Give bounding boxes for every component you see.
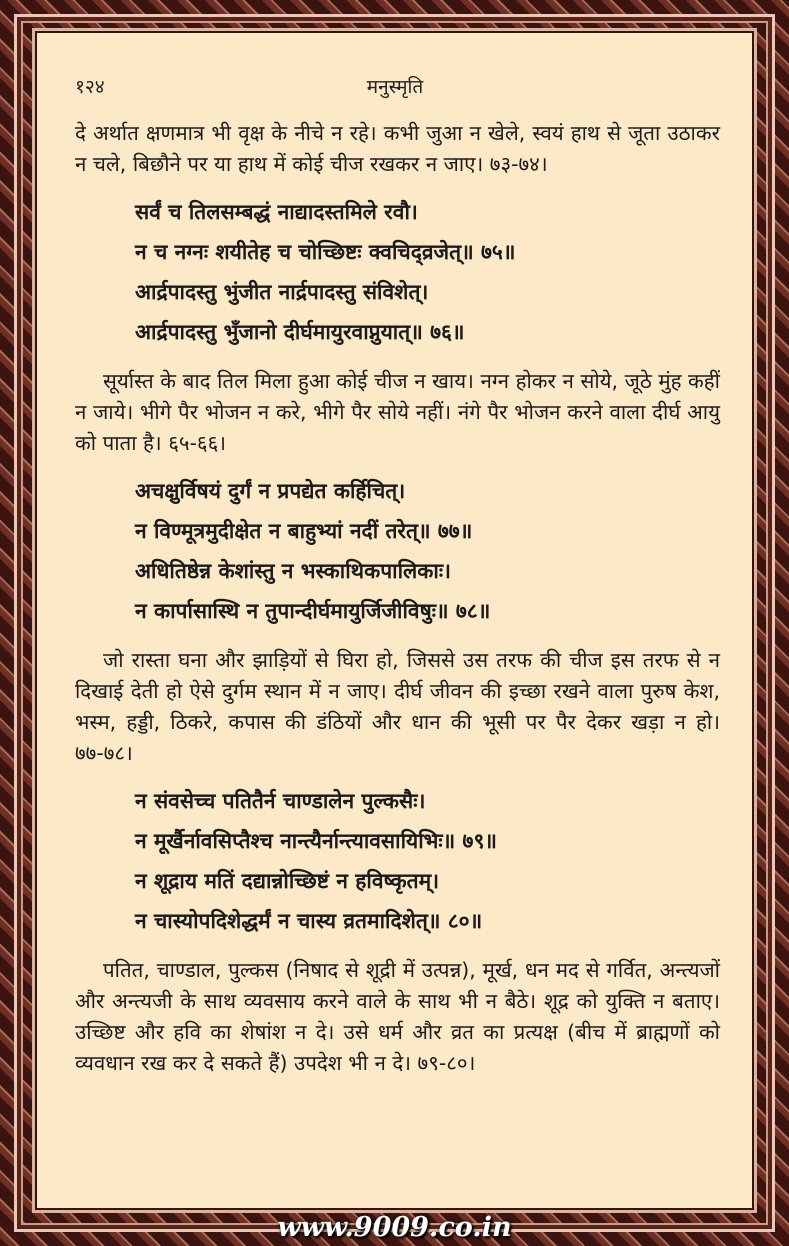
- verse-line: न मूर्खैर्नावसिप्तैश्च नान्त्यैर्नान्त्यावसायिभिः॥ ७९॥: [135, 829, 497, 853]
- verse-line: न कार्पासास्थि न तुपान्दीर्घमायुर्जिजीविषुः॥ ७८॥: [135, 599, 491, 623]
- verse-line: न च नग्नः शयीतेह च चोच्छिष्टः क्वचिद्व्रजेत्॥ ७५॥: [135, 240, 516, 264]
- paragraph: जो रास्ता घना और झाड़ियों से घिरा हो, जिससे उस तरफ की चीज इस तरफ से न दिखाई देती हो ऐसे दुर्गम स्थान में न जाए। दीर्घ जीवन की इच्छा रखने वाला पुरुष केश, भस्म, हड्डी, ठिकरे, कपास की डंठियों और धान की भूसी पर पैर देकर खड़ा न हो। ७७-७८।: [75, 648, 720, 765]
- paragraph: पतित, चाण्डाल, पुल्कस (निषाद से शूद्री में उत्पन्न), मूर्ख, धन मद से गर्वित, अन्त्यजों और अन्त्यजी के साथ व्यवसाय करने वाले के साथ भी न बैठे। शूद्र को युक्ति न बताए। उच्छिष्ट और हवि का शेषांश न दे। उसे धर्म और व्रत का प्रत्यक्ष (बीच में ब्राह्मणों को व्यवधान रख कर दे सकते हैं) उपदेश भी न दे। ७९-८०।: [75, 958, 720, 1075]
- verse-block: [75, 471, 720, 631]
- verse-block: [75, 781, 720, 941]
- page-header: [75, 73, 715, 103]
- verse-line: न चास्योपदिशेद्धर्मं न चास्य व्रतमादिशेत्॥ ८०॥: [135, 909, 483, 933]
- paragraph: दे अर्थात क्षणमात्र भी वृक्ष के नीचे न रहे। कभी जुआ न खेले, स्वयं हाथ से जूता उठाकर न चले, बिछौने पर या हाथ में कोई चीज रखकर न जाए। ७३-७४।: [75, 121, 720, 176]
- verse-line: सर्वं च तिलसम्बद्धं नाद्यादस्तमिले रवौ।: [135, 200, 418, 224]
- verse-line: अधितिष्ठेन्न केशांस्तु न भस्काथिकपालिकाः।: [135, 559, 452, 583]
- verse-line: न संवसेच्च पतितैर्न चाण्डालेन पुल्कसैः।: [135, 789, 426, 813]
- verse-line: आर्द्रपादस्तु भुंजीत नार्द्रपादस्तु संविशेत्।: [135, 280, 429, 304]
- verse-block: [75, 192, 720, 352]
- page-number: १२४: [75, 76, 105, 98]
- verse-line: अचक्षुर्विषयं दुर्गं न प्रपद्येत कर्हिचित्।: [135, 479, 406, 503]
- verse-line: आर्द्रपादस्तु भुँजानो दीर्घमायुरवाप्नुयात्॥ ७६॥: [135, 320, 465, 344]
- verse-line: न शूद्राय मतिं दद्यान्नोच्छिष्टं न हविष्कृतम्।: [135, 869, 440, 893]
- page-content: [75, 118, 720, 1079]
- paragraph: सूर्यास्त के बाद तिल मिला हुआ कोई चीज न खाय। नग्न होकर न सोये, जूठे मुंह कहीं न जाये। भीगे पैर भोजन न करे, भीगे पैर सोये नहीं। नंगे पैर भोजन करने वाला दीर्घ आयु को पाता है। ६५-६६।: [75, 369, 720, 455]
- verse-line: न विण्मूत्रमुदीक्षेत न बाहुभ्यां नदीं तरेत्॥ ७७॥: [135, 519, 473, 543]
- book-page: [37, 33, 752, 1208]
- book-title: मनुस्मृति: [366, 76, 424, 98]
- website-footer: www.9009.co.in: [277, 1212, 512, 1243]
